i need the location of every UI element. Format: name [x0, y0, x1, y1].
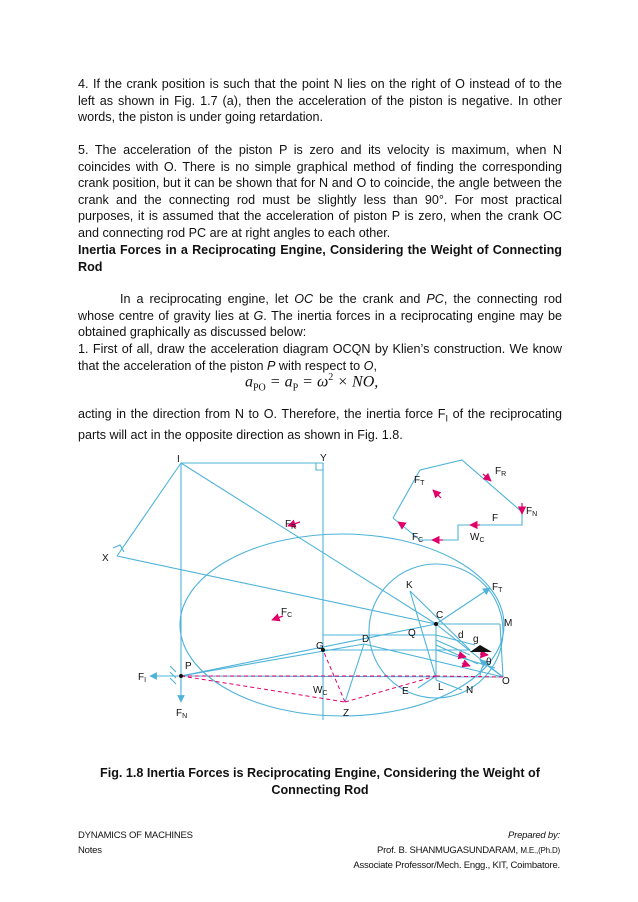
label-FN: $F_N$	[176, 708, 188, 720]
footer-right	[353, 828, 560, 873]
large-ellipse	[180, 534, 504, 716]
footer-course: DYNAMICS OF MACHINES	[78, 830, 193, 841]
label-N: N	[466, 685, 474, 696]
label-K: K	[406, 580, 413, 591]
label-O: O	[502, 676, 510, 687]
label-M: M	[504, 618, 513, 629]
footer-notes: Notes	[78, 845, 102, 856]
footer-position: Associate Professor/Mech. Engg., KIT, Coimbatore.	[353, 860, 560, 871]
label-Q: Q	[408, 628, 416, 639]
footer-left	[78, 828, 193, 858]
section-heading: Inertia Forces in a Reciprocating Engine, Considering the Weight of Connecting Rod	[78, 243, 562, 274]
label-P: P	[185, 661, 192, 672]
footer-prepared-by: Prepared by:	[508, 830, 560, 841]
poly-label-F: F	[492, 513, 499, 524]
label-L: L	[438, 682, 444, 693]
label-X: X	[102, 553, 109, 564]
poly-label-FT: $F_T$	[414, 475, 425, 487]
label-C: C	[436, 610, 444, 621]
paragraph-point-5: 5. The acceleration of the piston P is zero and its velocity is maximum, when N coincides with O. There is no simple graphical method of finding the corresponding crank position, but it can be shown that for N and O to coincide, the angle between the crank and the connecting rod must be slightly less than 90°. For most practical purposes, it is assumed that the acceleration of piston P is zero, when the crank OC and connecting rod PC are at right angles to each other.	[78, 143, 562, 240]
label-D: D	[362, 634, 370, 645]
label-theta: θ	[486, 657, 492, 668]
label-WC: $W_C$	[313, 685, 328, 697]
label-FT: $F_T$	[492, 582, 503, 594]
label-Z: Z	[343, 708, 350, 719]
footer-author: Prof. B. SHANMUGASUNDARAM, M.E.,(Ph.D)	[376, 845, 560, 856]
paragraph-inertia-direction: acting in the direction from N to O. Therefore, the inertia force $F_I$ of the reciprocating parts will act in the opposite direction as shown in Fig. 1.8.	[78, 407, 563, 443]
paragraph-point-4: 4. If the crank position is such that the point N lies on the right of O instead of to the left as shown in Fig. 1.7 (a), then the acceleration of the piston is negative. In other words, the piston is under going retardation.	[78, 77, 562, 125]
poly-label-FC: $F_C$	[412, 532, 424, 544]
poly-label-FN: $F_N$	[526, 506, 538, 518]
label-E: E	[402, 686, 409, 697]
label-d: d	[458, 630, 464, 641]
label-FI: $F_I$	[138, 672, 147, 684]
paragraph-step-1: 1. First of all, draw the acceleration diagram OCQN by Klien’s construction. We know that the acceleration of the piston P with respect to O,	[78, 342, 562, 373]
label-FR: $F_R$	[285, 519, 297, 531]
acceleration-equation: $a_{PO} = a_P = \omega^2$ × NO,	[245, 372, 379, 394]
label-FC: $F_C$	[281, 607, 293, 619]
label-g: g	[473, 634, 479, 645]
poly-label-WC: $W_C$	[470, 532, 485, 544]
label-G: G	[316, 641, 324, 652]
label-Y: Y	[320, 453, 327, 464]
label-I: I	[177, 454, 180, 465]
paragraph-intro: In a reciprocating engine, let OC be the crank and PC, the connecting rod whose centre of gravity lies at G. The inertia forces in a reciprocating engine may be obtained graphically as discussed below:	[78, 292, 562, 340]
inertia-force-diagram	[0, 440, 638, 760]
poly-label-FR: $F_R$	[495, 466, 507, 478]
figure-caption: Fig. 1.8 Inertia Forces is Reciprocating Engine, Considering the Weight of Connecting Rod	[100, 766, 540, 797]
